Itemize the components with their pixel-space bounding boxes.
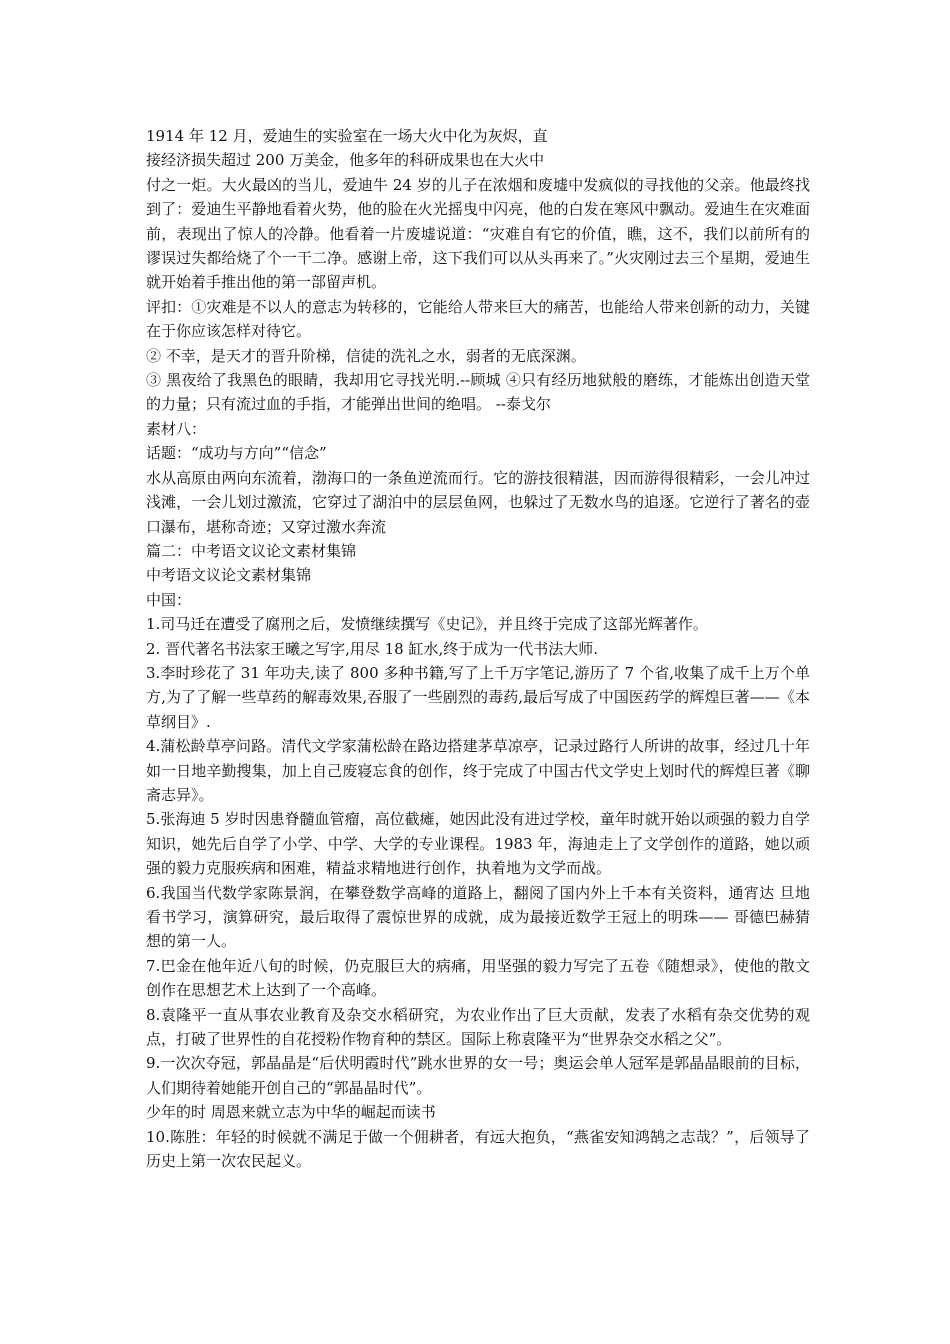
- section-heading-material-8: 素材八：: [146, 419, 207, 438]
- list-item-6: 6.我国当代数学家陈景润，在攀登数学高峰的道路上，翻阅了国内外上千本有关资料，通宵达 旦地看书学习，演算研究，最后取得了震惊世界的成就，成为最接近数学王冠上的明珠—— 哥德巴赫猜想的第一人。: [146, 883, 810, 951]
- list-item-7: 7.巴金在他年近八旬的时候，仍克服巨大的病痛，用坚强的毅力写完了五卷《随想录》，使他的散文创作在思想艺术上达到了一个高峰。: [146, 956, 810, 1000]
- document-page: [146, 124, 810, 1173]
- paragraph-6: ③ 黑夜给了我黑色的眼睛，我却用它寻找光明.--顾城 ④只有经历地狱般的磨练，才能炼出创造天堂的力量；只有流过血的手指，才能弹出世间的绝唱。 --泰戈尔: [146, 371, 810, 414]
- section-heading-china: 中国：: [146, 590, 192, 609]
- list-item-2: 2. 晋代著名书法家王曦之写字,用尽 18 缸水,终于成为一代书法大师.: [146, 639, 599, 658]
- paragraph-5: ② 不幸，是天才的晋升阶梯，信徒的洗礼之水，弱者的无底深渊。: [146, 346, 586, 365]
- list-item-3: 3.李时珍花了 31 年功夫,读了 800 多种书籍,写了上千万字笔记,游历了 7 个省,收集了成千上万个单方,为了了解一些草药的解毒效果,吞服了一些剧烈的毒药,最后写成了中国医药学的辉煌巨著——《本草纲目》.: [146, 663, 810, 731]
- paragraph-zhou-enlai: 少年的时 周恩来就立志为中华的崛起而读书: [146, 1103, 436, 1122]
- list-item-8: 8.袁隆平一直从事农业教育及杂交水稻研究，为农业作出了巨大贡献，发表了水稻有杂交优势的观点，打破了世界性的自花授粉作物育种的禁区。国际上称袁隆平为“世界杂交水稻之父”。: [146, 1005, 810, 1049]
- list-item-4: 4.蒲松龄草亭问路。清代文学家蒲松龄在路边搭建茅草凉亭，记录过路行人所讲的故事，经过几十年如一日地辛勤搜集，加上自己废寝忘食的创作，终于完成了中国古代文学史上划时代的辉煌巨著《聊斋志异》。: [146, 737, 810, 804]
- paragraph-9: 水从高原由两向东流着，渤海口的一条鱼逆流而行。它的游技很精湛，因而游得很精彩，一会儿冲过浅滩，一会儿划过激流，它穿过了湖泊中的层层鱼网，也躲过了无数水鸟的追逐。它逆行了著名的壶口瀑布，堪称奇迹；又穿过激水奔流: [146, 468, 810, 536]
- list-item-5: 5.张海迪 5 岁时因患脊髓血管瘤，高位截瘫，她因此没有进过学校，童年时就开始以顽强的毅力自学知识，她先后自学了小学、中学、大学的专业课程。1983 年，海迪走上了文学创作的道路，她以顽强的毅力克服疾病和困难，精益求精地进行创作，执着地为文学而战。: [146, 810, 810, 878]
- paragraph-1: 1914 年 12 月，爱迪生的实验室在一场大火中化为灰烬，直: [146, 127, 548, 145]
- paragraph-3: 付之一炬。大火最凶的当儿，爱迪牛 24 岁的儿子在浓烟和废墟中发疯似的寻找他的父亲。他最终找到了：爱迪生平静地看着火势，他的脸在火光摇曳中闪亮，他的白发在寒风中飘动。爱迪生在灾难面前，表现出了惊人的冷静。他看着一片废墟说道：“灾难自有它的价值，瞧，这不，我们以前所有的谬误过失都给烧了个一干二净。感谢上帝，这下我们可以从头再来了。”火灾刚过去三个星期，爱迪生就开始着手推出他的第一部留声机。: [146, 175, 810, 292]
- list-item-1: 1.司马迁在遭受了腐刑之后，发愤继续撰写《史记》，并且终于完成了这部光辉著作。: [146, 615, 708, 634]
- topic-line: 话题：“成功与方向”“信念”: [146, 444, 327, 463]
- collection-title: 中考语文议论文素材集锦: [146, 566, 312, 585]
- list-item-9: 9.一次次夺冠，郭晶晶是“后伏明霞时代”跳水世界的女一号；奥运会单人冠军是郭晶晶眼前的目标，人们期待着她能开创自己的“郭晶晶时代”。: [146, 1054, 810, 1097]
- paragraph-4: 评扣：①灾难是不以人的意志为转移的，它能给人带来巨大的痛苦，也能给人带来创新的动力，关键在于你应该怎样对待它。: [146, 297, 810, 341]
- paragraph-2: 接经济损失超过 200 万美金，他多年的科研成果也在大火中: [146, 151, 545, 170]
- part-two-heading: 篇二：中考语文议论文素材集锦: [146, 541, 357, 560]
- list-item-10: 10.陈胜：年轻的时候就不满足于做一个佣耕者，有远大抱负，“燕雀安知鸿鹄之志哉？”，后领导了历史上第一次农民起义。: [146, 1127, 810, 1171]
